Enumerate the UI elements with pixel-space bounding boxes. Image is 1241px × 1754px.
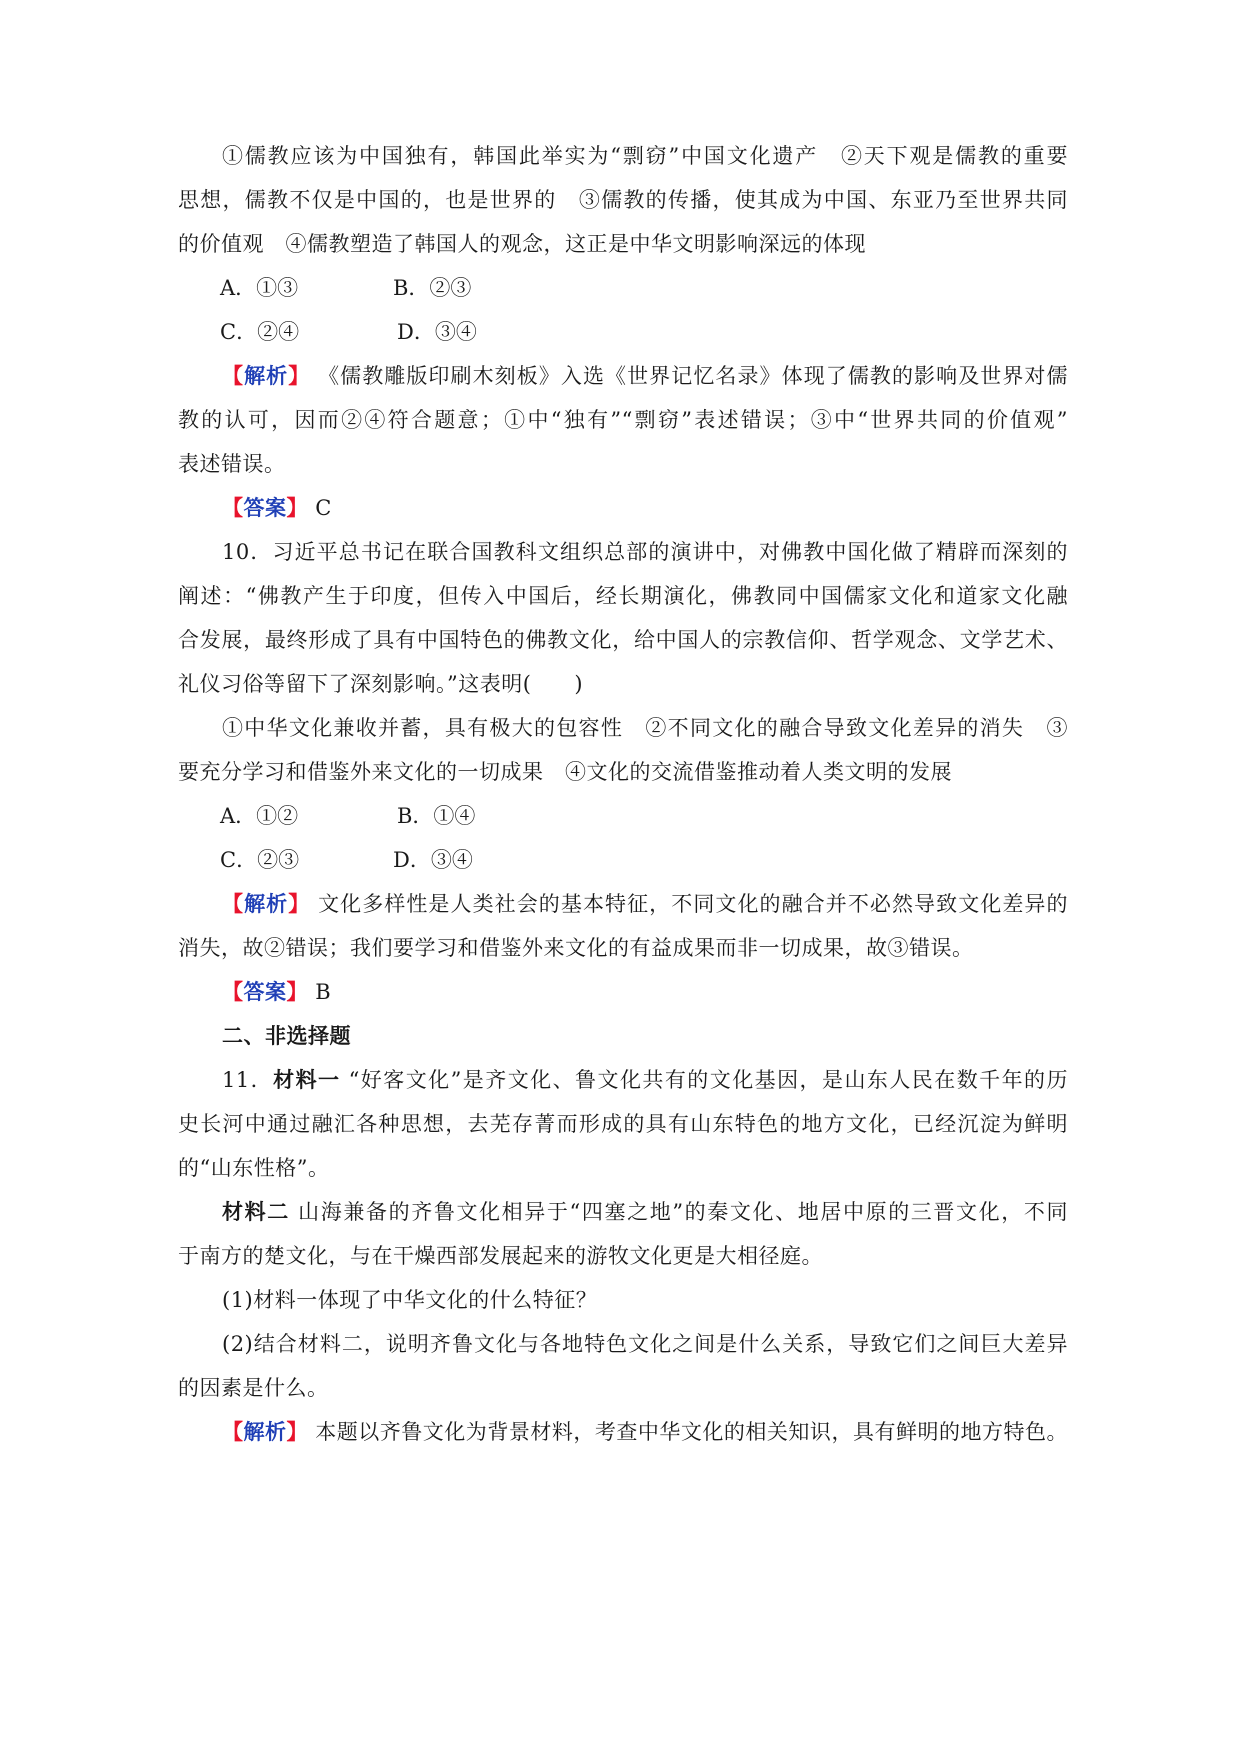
q10-stem-line-2: 阐述：“佛教产生于印度，但传入中国后，经长期演化，佛教同中国儒家文化和道家文化融: [178, 584, 1068, 608]
q10-stem-line-1: 10．习近平总书记在联合国教科文组织总部的演讲中，对佛教中国化做了精辟而深刻的: [222, 540, 1068, 564]
q10-items-line-2: 要充分学习和借鉴外来文化的一切成果 ④文化的交流借鉴推动着人类文明的发展: [178, 760, 952, 784]
q9-stem-line-1: ①儒教应该为中国独有，韩国此举实为“剽窃”中国文化遗产 ②天下观是儒教的重要: [222, 144, 1068, 168]
q11-material-2-line-2: 于南方的楚文化，与在干燥西部发展起来的游牧文化更是大相径庭。: [178, 1244, 823, 1268]
q9-stem-line-2: 思想，儒教不仅是中国的，也是世界的 ③儒教的传播，使其成为中国、东亚乃至世界共同: [178, 188, 1068, 212]
q9-analysis-text: 《儒教雕版印刷木刻板》入选《世界记忆名录》体现了儒教的影响及世界对儒: [318, 364, 1069, 388]
q10-option-d: D．③④: [393, 848, 473, 872]
q11-material-1-line-1: [222, 1066, 1068, 1094]
q11-material-2-text: 山海兼备的齐鲁文化相异于“四塞之地”的秦文化、地居中原的三晋文化，不同: [298, 1200, 1068, 1224]
q10-stem-line-3: 合发展，最终形成了具有中国特色的佛教文化，给中国人的宗教信仰、哲学观念、文学艺术、: [178, 628, 1068, 652]
q9-stem-line-3: 的价值观 ④儒教塑造了韩国人的观念，这正是中华文明影响深远的体现: [178, 232, 866, 256]
q11-subquestion-2-line-1: (2)结合材料二，说明齐鲁文化与各地特色文化之间是什么关系，导致它们之间巨大差异: [222, 1332, 1068, 1356]
q10-stem-line-4: 礼仪习俗等留下了深刻影响。”这表明( ): [178, 672, 584, 696]
section-title: 二、非选择题: [222, 1023, 351, 1048]
q11-analysis: [222, 1418, 1068, 1446]
q9-analysis-line-3: 表述错误。: [178, 452, 286, 476]
q11-subquestion-1: (1)材料一体现了中华文化的什么特征？: [222, 1288, 598, 1312]
q10-option-c: C．②③: [220, 848, 300, 872]
q9-analysis-line-1: [222, 362, 1068, 390]
q9-option-c: C．②④: [220, 320, 300, 344]
q11-analysis-text: 本题以齐鲁文化为背景材料，考查中华文化的相关知识，具有鲜明的地方特色。: [315, 1420, 1069, 1444]
analysis-tag: 【解析】: [222, 1419, 309, 1444]
q11-material-1-line-2: 史长河中通过融汇各种思想，去芜存菁而形成的具有山东特色的地方文化，已经沉淀为鲜明: [178, 1112, 1068, 1136]
answer-tag: 【答案】: [222, 495, 308, 520]
q9-analysis-line-2: 教的认可，因而②④符合题意；①中“独有”“剽窃”表述错误；③中“世界共同的价值观”: [178, 408, 1068, 432]
q10-items-line-1: ①中华文化兼收并蓄，具有极大的包容性 ②不同文化的融合导致文化差异的消失 ③: [222, 716, 1068, 740]
analysis-tag: 【解析】: [222, 363, 311, 388]
q11-material-1-line-3: 的“山东性格”。: [178, 1156, 330, 1180]
q9-option-a: A．①③: [220, 276, 299, 300]
q11-subquestion-2-line-2: 的因素是什么。: [178, 1376, 329, 1400]
q10-analysis-text: 文化多样性是人类社会的基本特征，不同文化的融合并不必然导致文化差异的: [318, 892, 1069, 916]
q10-answer: [222, 978, 1068, 1006]
q11-number: 11．: [222, 1068, 274, 1092]
q9-answer: [222, 494, 1068, 522]
q11-material-2-line-1: [222, 1198, 1068, 1226]
q10-option-a: A．①②: [220, 804, 299, 828]
q9-option-b: B．②③: [393, 276, 472, 300]
q10-option-b: B．①④: [397, 804, 476, 828]
analysis-tag: 【解析】: [222, 891, 311, 916]
q11-material-2-label: 材料二: [222, 1199, 290, 1224]
q10-analysis-line-2: 消失，故②错误；我们要学习和借鉴外来文化的有益成果而非一切成果，故③错误。: [178, 936, 974, 960]
q10-analysis-line-1: [222, 890, 1068, 918]
q11-material-1-label: 材料一: [273, 1067, 341, 1092]
q9-option-d: D．③④: [397, 320, 477, 344]
q11-material-1-text: “好客文化”是齐文化、鲁文化共有的文化基因，是山东人民在数千年的历: [348, 1068, 1068, 1092]
q9-answer-value: C: [315, 496, 332, 520]
answer-tag: 【答案】: [222, 979, 308, 1004]
q10-answer-value: B: [315, 980, 332, 1004]
